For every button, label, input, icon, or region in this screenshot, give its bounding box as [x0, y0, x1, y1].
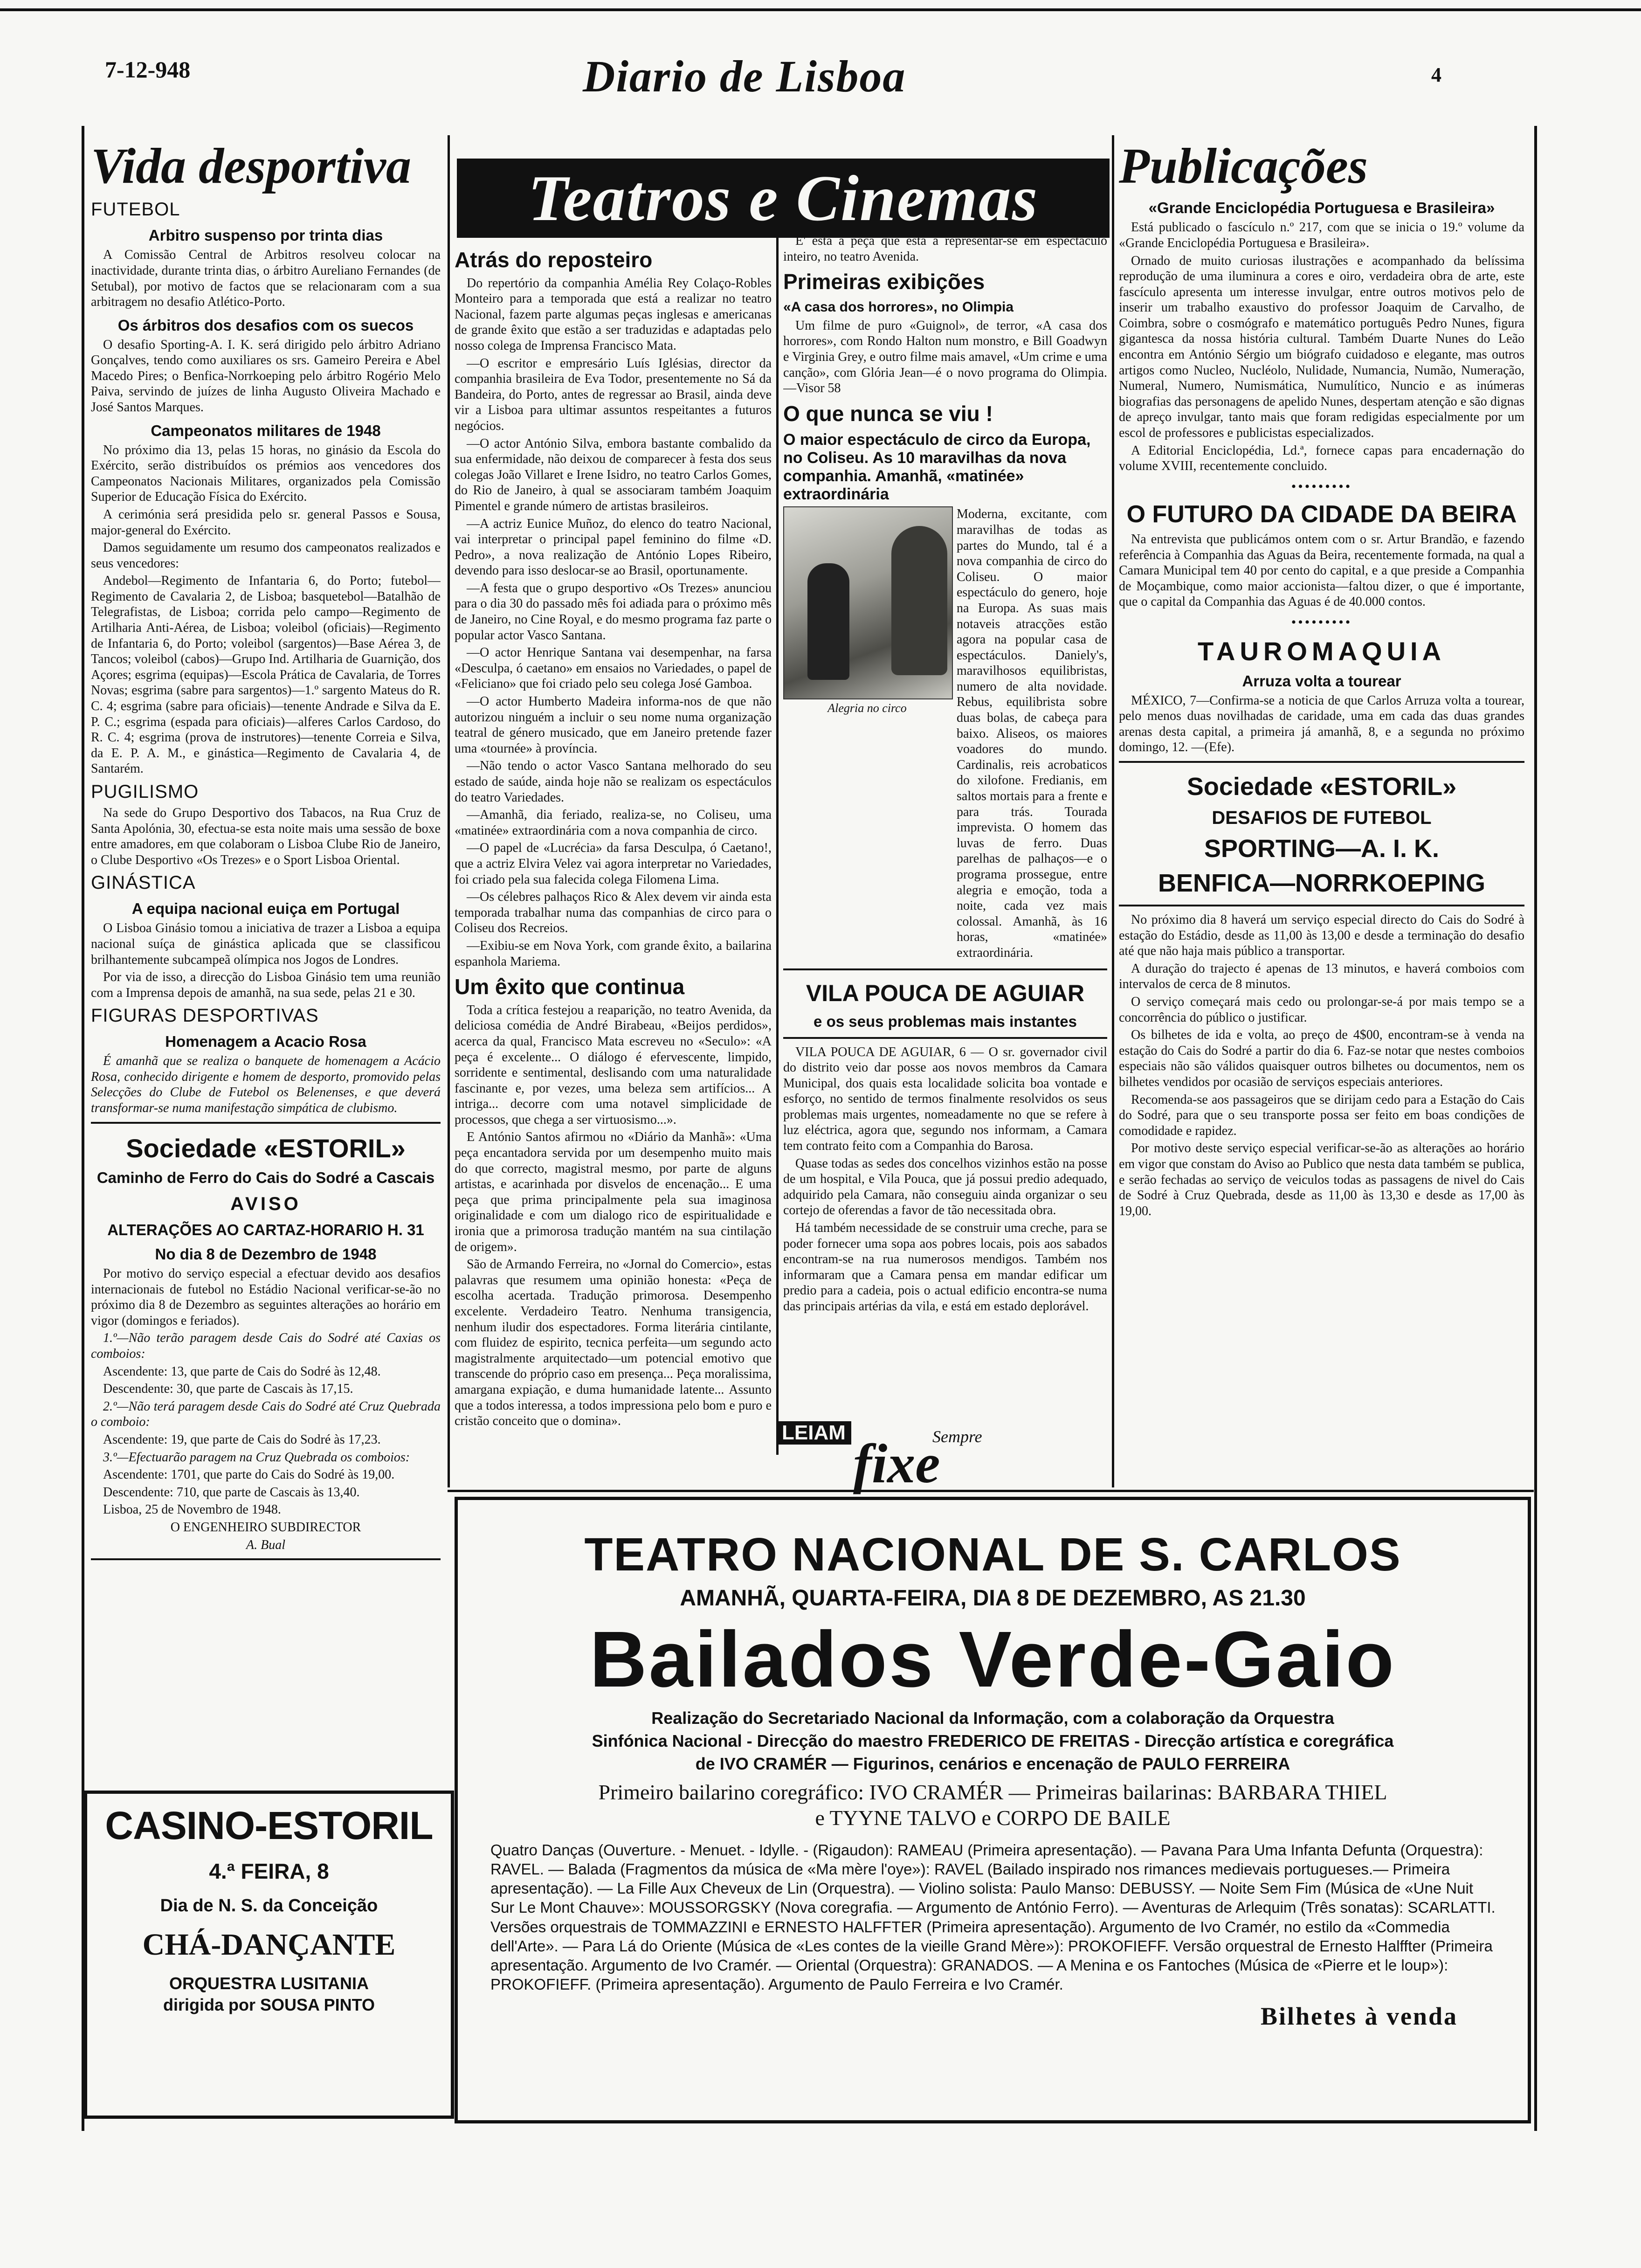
casino-orchestra: ORQUESTRA LUSITANIA: [169, 1974, 369, 1993]
photo-figure: [807, 563, 849, 680]
headline: Arbitro suspenso por trinta dias: [148, 227, 383, 244]
column-rule: [776, 233, 779, 1455]
headline: Primeiras exibições: [783, 270, 985, 294]
headline: O maior espectáculo de circo da Europa, no Coliseu. As 10 maravilhas da nova companhia. Amanhã, «matinée» extraordinária: [783, 431, 1091, 504]
ad-show-title: Bailados Verde-Gaio: [589, 1615, 1396, 1704]
paragraph: São de Armando Ferreira, no «Jornal do Comercio», estas palavras que resumem uma opinião honesta: «Peça de escolha acertada. Tradução primorosa. Desempenho excelente. Verdadeiro Teatro. Nenhuma transigencia, nenhum iludir dos espectadores. Forma literária cintilante, com fluidez de espirito, tecnica perfeita—um segundo acto magistralmente arquitectado—um potencial emotivo que transcende do próprio caso em presença... Peça moralissima, amargana expiação, e duma humanidade latente... Assunto que a todos interessa, a todos impressiona pelo bom e puro e cristão conceito que o domina».: [455, 1257, 772, 1429]
paragraph: Os bilhetes de ida e volta, ao preço de 4$00, encontram-se à venda na estação do Cais do Sodré a partir do dia 6. Faz-se notar que nestes comboios especiais não são válidos quaisquer outros bilhetes ou documentos, nem os bilhetes vendidos por ocasião de serviços especiais anteriores.: [1119, 1028, 1524, 1089]
paragraph: E António Santos afirmou no «Diário da Manhã»: «Uma peça encantadora servida por um desempenho muito mais do que correcto, magistral mesmo, por parte de alguns artistas, e acarinhada por disvelos de encenação... E uma peça que prima principalmente pela sua imaginosa originalidade e com um dialogo rico de espiritualidade e ironia que a primorosa tradução mantém na sua cintilação de origem».: [455, 1130, 772, 1254]
sports-column: [91, 140, 441, 1772]
paragraph: A cerimónia será presidida pelo sr. general Passos e Sousa, major-general do Exército.: [91, 507, 441, 538]
paragraph: 3.º—Efectuarão paragem na Cruz Quebrada os comboios:: [103, 1450, 410, 1465]
paragraph: O serviço começará mais cedo ou prolongar-se-á por mais tempo se a concorrência do público o justificar.: [1119, 995, 1524, 1025]
paragraph: —O actor Humberto Madeira informa-nos de que não autorizou ninguém a incluir o seu nome numa organização teatral de género musicado, que em Janeiro pretende fazer uma «tournée» à província.: [455, 694, 772, 756]
column-rule: [1112, 135, 1114, 1487]
sao-carlos-ad: [455, 1497, 1531, 2123]
paragraph: No próximo dia 8 haverá um serviço especial directo do Cais do Sodré à estação do Estádio, desde as 11,00 às 13,00 e desde a terminação do desafio até que não haja mais público a transportar.: [1119, 913, 1524, 959]
paragraph: Toda a crítica festejou a reaparição, no teatro Avenida, da deliciosa comédia de André Birabeau, «Beijos perdidos», acerca da qual, Francisco Mata escreveu no «Seculo»: «A peça é excelente... O diálogo é efervescente, limpido, sorridente e sentimental, deslisando com uma naturalidade fascinante e, por vezes, uma beleza sem artifícios... A intriga... decorre com uma notavel simplicidade de processos, que chega a ser virtuosismo...».: [455, 1003, 772, 1127]
headline: Atrás do reposteiro: [455, 248, 653, 272]
ad-credits-1: Realização do Secretariado Nacional da Informação, com a colaboração da Orquestra: [651, 1708, 1334, 1728]
notice-date: No dia 8 de Dezembro de 1948: [155, 1245, 377, 1263]
paragraph: Moderna, excitante, com maravilhas de todas as partes do Mundo, tal é a nova companhia de circo do Coliseu. O maior espectáculo do genero, hoje na Europa. As suas mais notaveis atracções estão agora na popular casa de espectáculos. Daniely's, maravilhosos equilibristas, numero de alta novidade. Rebus, equilibrista sobre duas bolas, de cabeça para baixo. Aliseos, os maiores voadores do mundo. Cardinalis, reis acrobaticos do xilofone. Fredianis, em saltos mortais para a frente e para trás. Tourada imprevista. O homem das luvas de ferro. Duas parelhas de palhaços—e o programa prossegue, entre alegria e emoção, toda a noite, cada vez mais colossal. Amanhã, às 16 horas, «matinée» extraordinária.: [957, 507, 1107, 960]
paragraph: —O actor António Silva, embora bastante combalido da sua enfermidade, não deixou de comparecer à festa dos seus colegas João Villaret e Irene Isidro, no teatro Carlos Gomes, do Rio de Janeiro, à qual se associaram também Joaquim Pimentel e grande número de artistas brasileiros.: [455, 436, 772, 513]
column-rule: [448, 135, 450, 1487]
leiam-label: LEIAM: [776, 1421, 851, 1445]
estoril-football-notice: [1119, 761, 1524, 906]
photo-wrap: [783, 506, 951, 962]
casino-day: 4.ª FEIRA, 8: [209, 1859, 329, 1883]
ad-tickets: Bilhetes à venda: [1260, 2002, 1458, 2030]
paragraph: A Editorial Enciclopédia, Ld.ª, fornece capas para encadernação do volume XVIII, recentemente concluido.: [1119, 443, 1524, 474]
paragraph: Andebol—Regimento de Infantaria 6, do Porto; futebol—Regimento de Cavalaria 2, de Lisboa; basquetebol—Batalhão de Telegrafistas, de Lisboa; corrida pelo campo—Regimento de Artilharia Anti-Aérea, de Lisboa; voleibol (oficiais)—Regimento de Infantaria 6, do Porto; voleibol (sargentos)—Base Aérea 3, de Tancos; voleibol (cabos)—Grupo Ind. Artilharia de Guarnição, dos Açores; esgrima (equipas)—Escola Prática de Cavalaria, de Torres Novas; esgrima (sabre para sargentos)—1.º sargento Mateus do R. C. 4; esgrima (sabre para oficiais)—tenente Andrade e Silva da E. P. C.; esgrima (espada para oficiais)—alferes Carlos Cardoso, do R. C. 4; esgrima (prova de instrutores)—tenente Correia e Silva, da E. P. A. M., e ginástica—Regimento de Cavalaria 4, de Santarém.: [91, 574, 441, 776]
signature: A. Bual: [246, 1537, 285, 1552]
paragraph: Ascendente: 1701, que parte do Cais do Sodré às 19,00.: [103, 1467, 395, 1482]
paragraph: Ascendente: 13, que parte de Cais do Sodré às 12,48.: [103, 1364, 381, 1379]
paragraph: —Exibiu-se em Nova York, com grande êxito, a bailarina espanhola Mariema.: [455, 938, 772, 969]
divider: •••••••••: [1291, 614, 1352, 630]
top-rule: [0, 0, 1641, 11]
headline: Um êxito que continua: [455, 975, 685, 999]
fixe-logo: fixe: [853, 1432, 940, 1494]
section-title: Vida desportiva: [91, 140, 412, 194]
ad-theatre-name: TEATRO NACIONAL DE S. CARLOS: [584, 1528, 1401, 1581]
notice-subtitle: DESAFIOS DE FUTEBOL: [1212, 808, 1432, 829]
paragraph: MÉXICO, 7—Confirma-se a noticia de que Carlos Arruza volta a tourear, pelo menos duas novilhadas de caridade, uma em cada das duas grandes arenas desta capital, a primeira já amanhã, 8, e a segunda no próximo domingo, 12. —(Efe).: [1119, 693, 1524, 755]
paragraph: O Lisboa Ginásio tomou a iniciativa de trazer a Lisboa a equipa nacional suíça de ginástica aplicada que se classificou brilhantemente subcampeã olímpica nos Jogos de Londres.: [91, 921, 441, 967]
paragraph: 1.º—Não terão paragem desde Cais do Sodré até Caxias os comboios:: [91, 1331, 441, 1361]
photo-figure: [891, 526, 947, 675]
paragraph: Lisboa, 25 de Novembro de 1948.: [103, 1502, 281, 1517]
match-1: SPORTING—A. I. K.: [1204, 835, 1440, 863]
headline: O que nunca se viu !: [783, 401, 993, 426]
paragraph: Ascendente: 19, que parte de Cais do Sodré às 17,23.: [103, 1432, 381, 1447]
casino-conductor: dirigida por SOUSA PINTO: [163, 1995, 375, 2014]
notice-subtitle: Caminho de Ferro do Cais do Sodré a Cascais: [97, 1169, 435, 1187]
paragraph: Do repertório da companhia Amélia Rey Colaço-Robles Monteiro para a temporada que está a realizar no teatro Nacional, fazem parte algumas peças inglesas e americanas de grande êxito que estão a ser traduzidas e adaptadas pelo nosso colega de Imprensa Francisco Mata.: [455, 276, 772, 353]
paragraph: Por via de isso, a direcção do Lisboa Ginásio tem uma reunião com a Imprensa depois de amanhã, na sua sede, pelas 21 e 30.: [91, 970, 441, 1000]
paragraph: 2.º—Não terá paragem desde Cais do Sodré até Cruz Quebrada o comboio:: [91, 1399, 441, 1430]
ad-date: AMANHÃ, QUARTA-FEIRA, DIA 8 DE DEZEMBRO, AS 21.30: [680, 1586, 1306, 1611]
kicker-pugilismo: PUGILISMO: [91, 781, 199, 802]
paragraph: Descendente: 710, que parte de Cascais às 13,40.: [103, 1485, 360, 1500]
paragraph: A Comissão Central de Arbitros resolveu colocar na inactividade, durante trinta dias, o árbitro Aureliano Fernandes (de Setubal), por motivo de factos que se relacionaram com a sua arbitragem no desafio Atlético-Porto.: [91, 248, 441, 310]
headline: «A casa dos horrores», no Olimpia: [783, 299, 1014, 315]
estoril-notice: [91, 1122, 441, 1561]
notice-title: Sociedade «ESTORIL»: [126, 1133, 406, 1163]
photo-caption: Alegria no circo: [827, 701, 907, 715]
ad-dancers-2: e TYYNE TALVO e CORPO DE BAILE: [815, 1805, 1171, 1830]
paragraph: Recomenda-se aos passageiros que se dirijam cedo para a Estação do Cais do Sodré, para que o seu transporte possa ser feito em boas condições de comodidade e rapidez.: [1119, 1092, 1524, 1138]
ad-credits-3: de IVO CRAMÉR — Figurinos, cenários e encenação de PAULO FERREIRA: [695, 1754, 1290, 1774]
paragraph: A duração do trajecto é apenas de 13 minutos, e haverá comboios com intervalos de cerca de 8 minutos.: [1119, 961, 1524, 992]
teatros-banner: Teatros e Cinemas: [457, 159, 1110, 238]
paragraph: Ornado de muito curiosas ilustrações e acompanhado da belíssima reprodução de uma iluminura a cores e oiro, verdadeira obra de arte, este fascículo apresenta um interesse invulgar, entre outros motivos pelo de inserir um trabalho exaustivo do professor Joaquim de Carvalho, de Coimbra, sobre o cosmógrafo e matemático português Pedro Nunes, figura gigantesca da nossa história cultural. Também Duarte Nunes do Leão encontra em António Sérgio um biógrafo cuidadoso e elegante, mas outros artigos como Nucleo, Nucléolo, Nulidade, Numancia, Numão, Numeração, Numeral, Numero, Numismática, Numulítico, Nuncio e as inúmeras biografias das personagens de apelido Nunes, despertam atenção e são dignas de apreço invulgar, tanto mais que foram redigidas especialmente por um escol de professores e publicistas especializados.: [1119, 253, 1524, 441]
paragraph: Descendente: 30, que parte de Cascais às 17,15.: [103, 1382, 353, 1397]
ad-top-rule: [448, 1490, 1534, 1492]
paragraph: —A actriz Eunice Muñoz, do elenco do teatro Nacional, vai interpretar o principal papel feminino do filme «D. Pedro», a nova realização de António Lopes Ribeiro, devendo para isso deslocar-se ao Brasil, oportunamente.: [455, 516, 772, 578]
circus-photo: [783, 506, 953, 699]
paragraph: É amanhã que se realiza o banquete de homenagem a Acácio Rosa, conhecido dirigente e homem de desporto, promovido pelas Selecções do Clube de Futebol os Belenenses, e que deverá transformar-se numa manifestação simpática de clubismo.: [91, 1054, 441, 1116]
casino-title: CASINO-ESTORIL: [105, 1804, 433, 1847]
paragraph: —O papel de «Lucrécia» da farsa Desculpa, ó Caetano!, que a actriz Elvira Velez vai agora interpretar no Variedades, foi criado pela sua falecida colega Filomena Lima.: [455, 841, 772, 887]
masthead-title: Diario de Lisboa: [583, 51, 906, 101]
headline: «Grande Enciclopédia Portuguesa e Brasileira»: [1148, 199, 1495, 217]
publications-column: [1119, 140, 1524, 1483]
paragraph: Um filme de puro «Guignol», de terror, «A casa dos horrores», com Rondo Halton num monstro, e Bill Goadwyn e Virginia Grey, e outro filme mais amavel, «Um crime e uma canção», com Glória Jean—é o novo programa do Olimpia.—Visor 58: [783, 318, 1107, 396]
sempre-label: Sempre: [932, 1427, 982, 1446]
headline: O FUTURO DA CIDADE DA BEIRA: [1126, 500, 1517, 528]
page-number: 4: [1431, 63, 1441, 86]
vila-pouca-box: [783, 968, 1107, 1039]
paragraph: E' esta a peça que está a representar-se em espectáculo inteiro, no teatro Avenida.: [783, 234, 1107, 264]
casino-ad: [84, 1791, 454, 2119]
paragraph: —Amanhã, dia feriado, realiza-se, no Coliseu, uma «matinée» extraordinária com a nova companhia de circo.: [455, 808, 772, 838]
paragraph: Por motivo deste serviço especial verificar-se-ão as alterações ao horário em vigor que constam do Aviso ao Publico que nesta data também se publica, e serão fechadas ao serviço de veiculos todas as passagens de nivel do Cais de Sodré à Cruz Quebrada, desde as 11,00 às 13,30 e desde as 17,00 às 19,00.: [1119, 1141, 1524, 1218]
paragraph: Na sede do Grupo Desportivo dos Tabacos, na Rua Cruz de Santa Apolónia, 30, efectua-se esta noite mais uma sessão de boxe entre amadores, em que colaboram o Lisboa Clube Rio de Janeiro, o Clube Desportivo «Os Trezes» e o Sport Lisboa Oriental.: [91, 806, 441, 867]
theatre-column-1: [455, 242, 772, 1483]
match-2: BENFICA—NORRKOEPING: [1158, 869, 1486, 897]
paragraph: Na entrevista que publicámos ontem com o sr. Artur Brandão, e fazendo referência à Companhia das Aguas da Beira, recentemente formada, na qual a Camara Municipal tem 40 por cento do capital, e a que preside a Companhia de Moçambique, como maior accionista—faltou dizer, o que é importante, que o capital da Companhia das Aguas é de 40.000 contos.: [1119, 532, 1524, 609]
ad-programme: Quatro Danças (Ouverture. - Menuet. - Idylle. - (Rigaudon): RAMEAU (Primeira apresentação). — Pavana Para Uma Infanta Defunta (Orquestra): RAVEL. — Balada (Fragmentos da música de «Ma mère l'oye»): RAVEL (Bailado inspirado nos rimances medievais portugueses.— Primeira apresentação). — La Fille Aux Cheveux de Lin (Orquestra). — Violino solista: Paulo Manso: DEBUSSY. — Noite Sem Fim (Música de «Une Nuit Sur Le Mont Chauve»: MOUSSORGSKY (Nova coregrafia. — Argumento de António Ferro). — Aventuras de Arlequim (Três sonatas): SCARLATTI. Versões orquestrais de TOMMAZZINI e ERNESTO HALFFTER (Primeira apresentação). Argumento de Ivo Cramér, no estilo da «Commedia dell'Arte». — Para Lá do Oriente (Música de «Les contes de la vieille Grand Mère»): PROKOFIEFF. Versão orquestral de Ernesto Halffter (Primeira apresentação. Argumento de Ivo Cramér. — Oriental (Orquestra): GRANADOS. — A Menina e os Fantoches (Música de «Pierre et le loup»): PROKOFIEFF. (Primeira apresentação). Argumento de Paulo Ferreira e Ivo Cramér.: [490, 1841, 1496, 1993]
paragraph: Há também necessidade de se construir uma creche, para se poder fornecer uma sopa aos pobres locais, pois aos sabados encontram-se na rua numerosos mendigos. Também nos informaram que a Camara pensa em mandar edificar um predio para a cadeia, pois o actual edificio encontra-se numa das principais artérias da vila, e está em estado deplorável.: [783, 1221, 1107, 1314]
casino-holiday: Dia de N. S. da Conceição: [160, 1896, 378, 1915]
headline: Os árbitros dos desafios com os suecos: [117, 316, 414, 334]
paragraph: —O escritor e empresário Luís Iglésias, director da companhia brasileira de Eva Todor, presentemente no Sá da Bandeira, do Porto, antes de regressar ao Brasil, ainda deve vir a Lisboa para ultimar assuntos respeitantes a futuros negócios.: [455, 356, 772, 433]
headline: Homenagem a Acacio Rosa: [165, 1033, 366, 1051]
paragraph: VILA POUCA DE AGUIAR, 6 — O sr. governador civil do distrito veio dar posse aos novos membros da Camara Municipal, dos quais esta localidade solicita boa vontade e esforço, no sentido de termos finalmente resolvidos os seus problemas mais urgentes, nomeadamente no que se refere à luz eléctrica, agora que, segundo nos informam, a Camara tem contrato feito com a Companhia do Barosa.: [783, 1044, 1107, 1154]
paragraph: Damos seguidamente um resumo dos campeonatos realizados e seus vencedores:: [91, 540, 441, 571]
divider: •••••••••: [1291, 478, 1352, 494]
headline: TAUROMAQUIA: [1197, 636, 1446, 666]
kicker-ginastica: GINÁSTICA: [91, 872, 196, 893]
paragraph: No próximo dia 13, pelas 15 horas, no ginásio da Escola do Exército, serão distribuídos os prémios aos vencedores dos Campeonatos Nacionais Militares, organizados pela Comissão Superior de Educação Física do Exército.: [91, 443, 441, 505]
notice-aviso: AVISO: [230, 1194, 301, 1215]
kicker-futebol: FUTEBOL: [91, 199, 180, 220]
paragraph: —Não tendo o actor Vasco Santana melhorado do seu estado de saúde, ainda hoje não se realizam os espectáculos do teatro Variedades.: [455, 759, 772, 805]
paragraph: Quase todas as sedes dos concelhos vizinhos estão na posse de um hospital, e Vila Pouca, que já possui predio adequado, adquirido pela Camara, não conseguiu ainda organizar o seu cortejo de oferendas a favor de tão necessitada obra.: [783, 1156, 1107, 1218]
masthead-date: 7-12-948: [105, 56, 191, 83]
theatre-column-2: [783, 233, 1107, 1418]
paragraph: —O actor Henrique Santana vai desempenhar, na farsa «Desculpa, ó caetano» em ensaios no Variedades, o papel de «Feliciano» que foi criado pelo seu colega José Gamboa.: [455, 645, 772, 691]
ad-credits-2: Sinfónica Nacional - Direcção do maestro FREDERICO DE FREITAS - Direcção artística e coregráfica: [592, 1731, 1394, 1751]
headline: A equipa nacional euiça em Portugal: [131, 900, 400, 918]
headline: VILA POUCA DE AGUIAR: [806, 980, 1085, 1006]
paragraph: Por motivo do serviço especial a efectuar devido aos desafios internacionais de futebol no Estádio Nacional verificar-se-ão no próximo dia 8 de Dezembro as seguintes alterações ao horário em vigor (domingos e feriados).: [91, 1266, 441, 1328]
notice-heading: ALTERAÇÕES AO CARTAZ-HORARIO H. 31: [107, 1221, 424, 1239]
headline: Campeonatos militares de 1948: [151, 422, 381, 439]
ad-dancers-1: Primeiro bailarino coregráfico: IVO CRAMÉR — Primeiras bailarinas: BARBARA THIEL: [598, 1780, 1387, 1804]
paragraph: O desafio Sporting-A. I. K. será dirigido pelo árbitro Adriano Gonçalves, tendo como auxiliares os srs. Gameiro Pereira e Abel Macedo Pires; o Benfica-Norrkoeping pelo árbitro Rogério Melo Paiva, servindo de juízes de linha Augusto Oliveira Machado e José Santos Marques.: [91, 337, 441, 415]
subheadline: Arruza volta a tourear: [1242, 672, 1401, 690]
paragraph: —A festa que o grupo desportivo «Os Trezes» anunciou para o dia 30 do passado mês foi adiada para o próximo mês de Janeiro, no Cine Royal, e do mesmo programa faz parte o popular actor Vasco Santana.: [455, 581, 772, 643]
casino-event: CHÁ-DANÇANTE: [142, 1928, 396, 1962]
signature-title: O ENGENHEIRO SUBDIRECTOR: [170, 1520, 361, 1535]
notice-title: Sociedade «ESTORIL»: [1186, 772, 1457, 801]
subheadline: e os seus problemas mais instantes: [814, 1012, 1077, 1030]
paragraph: Está publicado o fascículo n.º 217, com que se inicia o 19.º volume da «Grande Enciclopédia Portuguesa e Brasileira».: [1119, 220, 1524, 250]
kicker-figuras: FIGURAS DESPORTIVAS: [91, 1005, 319, 1026]
section-title: Publicações: [1119, 140, 1368, 194]
circus-block: [783, 506, 1107, 962]
paragraph: —Os célebres palhaços Rico & Alex devem vir ainda esta temporada trabalhar numa das companhias de circo para o Coliseu dos Recreios.: [455, 890, 772, 936]
